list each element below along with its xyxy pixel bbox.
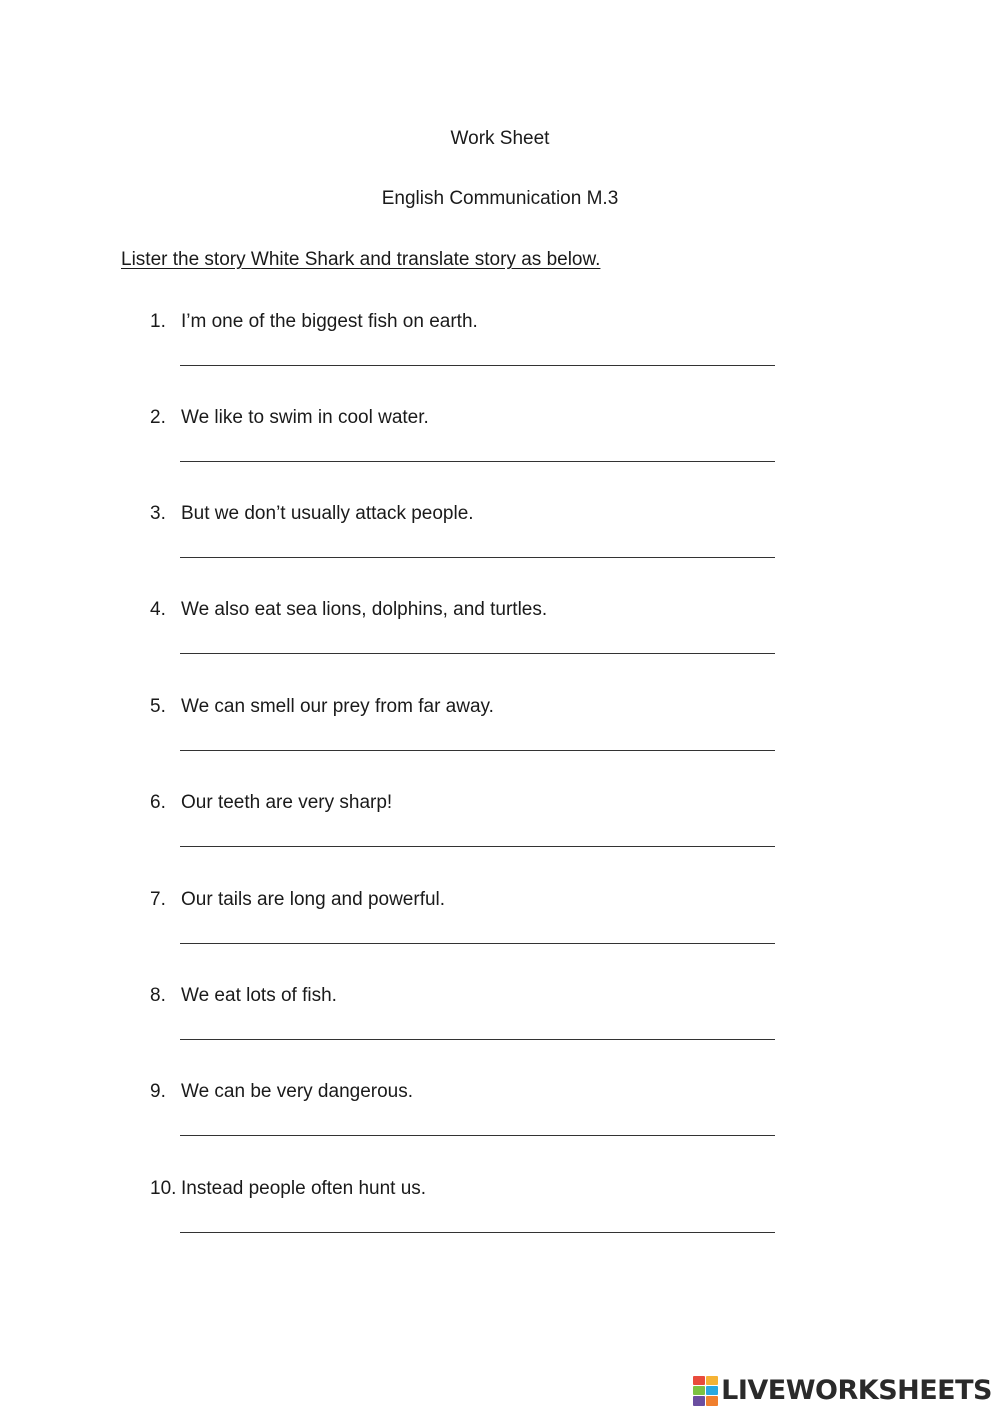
question-item [0,407,1000,503]
question-item [0,599,1000,695]
answer-field[interactable] [180,943,775,944]
answer-field[interactable] [180,1135,775,1136]
answer-field[interactable] [180,1232,775,1233]
question-item [0,696,1000,792]
liveworksheets-logo-icon [693,1376,717,1404]
question-number: 8. [150,985,166,1006]
question-text: I’m one of the biggest fish on earth. [181,311,478,332]
question-item [0,1081,1000,1177]
question-item [0,1178,1000,1274]
question-number: 5. [150,696,166,717]
question-text: Our tails are long and powerful. [181,889,446,910]
answer-field[interactable] [180,365,775,366]
answer-field[interactable] [180,653,775,654]
question-number: 7. [150,889,166,910]
liveworksheets-logo[interactable] [693,1373,992,1407]
question-item [0,311,1000,407]
question-item [0,503,1000,599]
answer-field[interactable] [180,846,775,847]
instruction-text: Lister the story White Shark and translate story as below. [121,249,601,270]
answer-field[interactable] [180,557,775,558]
question-text: We can be very dangerous. [181,1081,414,1102]
question-number: 10. [150,1178,177,1199]
logo-tile [706,1386,718,1395]
question-item [0,889,1000,985]
logo-tile [693,1386,705,1395]
question-text: We also eat sea lions, dolphins, and turtles. [181,599,548,620]
question-text: Instead people often hunt us. [181,1178,427,1199]
question-text: We eat lots of fish. [181,985,337,1006]
logo-tile [693,1376,705,1385]
question-text: Our teeth are very sharp! [181,792,393,813]
logo-tile [693,1396,705,1406]
question-number: 2. [150,407,166,428]
question-text: We can smell our prey from far away. [181,696,494,717]
question-number: 1. [150,311,166,332]
question-number: 3. [150,503,166,524]
page-subtitle: English Communication M.3 [381,188,619,209]
answer-field[interactable] [180,750,775,751]
question-number: 6. [150,792,166,813]
answer-field[interactable] [180,461,775,462]
logo-text: LIVEWORKSHEETS [721,1374,992,1406]
logo-tile [706,1376,718,1385]
question-number: 9. [150,1081,166,1102]
question-text: We like to swim in cool water. [181,407,429,428]
question-text: But we don’t usually attack people. [181,503,474,524]
question-item [0,985,1000,1081]
answer-field[interactable] [180,1039,775,1040]
question-number: 4. [150,599,166,620]
page-title: Work Sheet [450,128,550,149]
logo-tile [706,1396,718,1406]
question-item [0,792,1000,888]
